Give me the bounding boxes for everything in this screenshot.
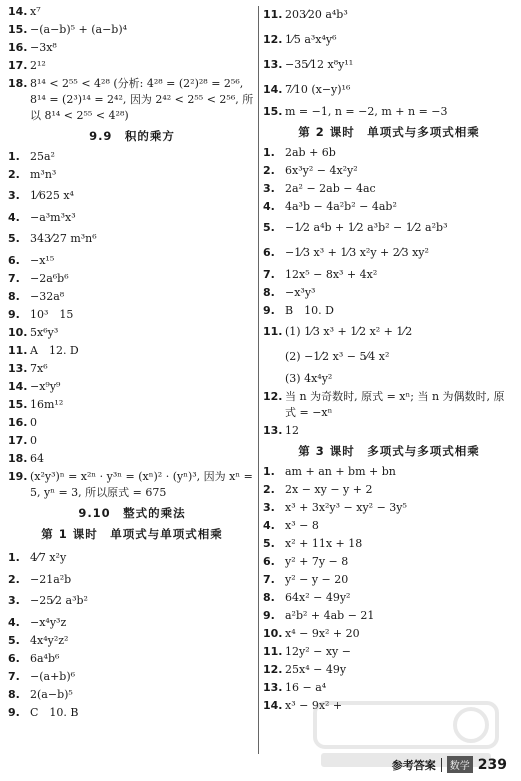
answer-item (263, 518, 515, 534)
section-subtitle-lesson-1: 第 1 课时 单项式与单项式相乘 (41, 527, 223, 541)
item-number: 8. (263, 286, 275, 299)
item-answer: x³ − 8 (285, 519, 319, 532)
item-number: 6. (263, 246, 275, 259)
answer-item (8, 615, 256, 631)
item-number: 5. (8, 634, 20, 647)
answer-item (8, 253, 256, 269)
answer-item (8, 307, 256, 323)
section-title-9-10: 9.10 整式的乘法 (78, 506, 186, 520)
answer-item (8, 58, 256, 74)
item-number: 1. (263, 465, 275, 478)
answer-item (263, 145, 515, 161)
item-answer: 10³ 15 (30, 308, 74, 321)
item-number: 13. (263, 424, 283, 437)
item-answer: x⁴ − 9x² + 20 (285, 627, 360, 640)
item-answer: 2¹² (30, 59, 46, 72)
answer-item (8, 4, 256, 20)
item-number: 11. (263, 8, 283, 21)
item-answer: 7x⁶ (30, 362, 48, 375)
item-number: 2. (8, 573, 20, 586)
answer-item (8, 669, 256, 685)
item-answer: 6x³y² − 4x²y² (285, 164, 358, 177)
item-answer: 25x⁴ − 49y (285, 663, 347, 676)
answer-item (8, 210, 256, 226)
item-answer: y² + 7y − 8 (285, 555, 349, 568)
item-answer: 2ab + 6b (285, 146, 336, 159)
answer-item (8, 379, 256, 395)
answer-item (263, 199, 515, 215)
item-number: 3. (263, 182, 275, 195)
item-answer: 203⁄20 a⁴b³ (285, 8, 348, 21)
item-answer: 2a² − 2ab − 4ac (285, 182, 376, 195)
item-number: 6. (8, 652, 20, 665)
item-answer: −21a²b (30, 573, 72, 586)
item-answer: −x⁹y⁹ (30, 380, 61, 393)
item-number: 15. (263, 105, 283, 118)
item-number: 6. (8, 254, 20, 267)
item-number: 17. (8, 59, 28, 72)
item-number: 11. (263, 325, 283, 338)
item-number: 7. (263, 573, 275, 586)
answer-item (8, 651, 256, 667)
item-answer: 4⁄7 x²y (30, 551, 67, 564)
item-answer: 12 (285, 424, 299, 437)
item-answer: −35⁄12 x⁸y¹¹ (285, 58, 354, 71)
item-number: 5. (263, 221, 275, 234)
answer-item (8, 185, 256, 207)
answer-item (263, 572, 515, 588)
item-number: 5. (8, 232, 20, 245)
answer-item (8, 343, 256, 359)
answer-item (263, 181, 515, 197)
answer-item (8, 572, 256, 588)
item-answer: x³ + 3x²y³ − xy² − 3y⁵ (285, 501, 407, 514)
answer-item (263, 4, 515, 26)
item-answer: 6a⁴b⁶ (30, 652, 60, 665)
item-answer: 7⁄10 (x−y)¹⁶ (285, 83, 351, 96)
item-answer: am + an + bm + bn (285, 465, 396, 478)
item-answer: (2) −1⁄2 x³ − 5⁄4 x² (285, 350, 390, 363)
item-number: 9. (8, 308, 20, 321)
item-number: 1. (8, 150, 20, 163)
item-number: 8. (8, 290, 20, 303)
item-answer: 当 n 为奇数时, 原式 = xⁿ; 当 n 为偶数时, 原式 = −xⁿ (285, 390, 505, 419)
item-answer: m³n³ (30, 168, 57, 181)
answer-item (263, 464, 515, 480)
lesson-3-list (263, 464, 515, 714)
answer-item (263, 346, 515, 368)
item-answer: (x²y³)ⁿ = x²ⁿ · y³ⁿ = (xⁿ)² · (yⁿ)³, 因为 xⁿ = 5, yⁿ = 3, 所以原式 = 675 (30, 470, 257, 499)
item-answer: 2(a−b)⁵ (30, 688, 73, 701)
item-answer: 343⁄27 m³n⁶ (30, 232, 97, 245)
item-answer: −1⁄2 a⁴b + 1⁄2 a³b² − 1⁄2 a²b³ (285, 221, 448, 234)
item-answer: −x³y³ (285, 286, 316, 299)
item-answer: 2x − xy − y + 2 (285, 483, 373, 496)
item-number: 10. (8, 326, 28, 339)
item-number: 9. (263, 609, 275, 622)
item-number: 19. (8, 470, 28, 483)
section-title-lesson-2: 第 2 课时 单项式与多项式相乘 (298, 125, 480, 139)
item-answer: x² + 11x + 18 (285, 537, 363, 550)
left-top-list (8, 4, 256, 124)
footer-label: 参考答案 (391, 758, 436, 772)
section-title-9-9: 9.9 积的乘方 (89, 129, 175, 143)
item-answer: a²b² + 4ab − 21 (285, 609, 375, 622)
page-footer (392, 756, 507, 773)
item-answer: 5x⁶y³ (30, 326, 59, 339)
item-number: 11. (8, 344, 28, 357)
answer-item (263, 54, 515, 76)
item-number: 13. (8, 362, 28, 375)
answer-item (263, 29, 515, 51)
item-answer: −(a+b)⁶ (30, 670, 76, 683)
item-number: 9. (263, 304, 275, 317)
answer-item (8, 687, 256, 703)
column-divider (258, 6, 259, 754)
item-answer: 16 − a⁴ (285, 681, 327, 694)
answer-item (263, 242, 515, 264)
answer-item (8, 433, 256, 449)
item-number: 14. (8, 380, 28, 393)
item-answer: 4x⁴y²z² (30, 634, 69, 647)
item-answer: (3) 4x⁴y² (285, 372, 333, 385)
item-answer: B 10. D (285, 304, 334, 317)
answer-item (8, 361, 256, 377)
item-number: 7. (8, 670, 20, 683)
answer-item (263, 590, 515, 606)
answer-item (8, 451, 256, 467)
answer-item (8, 325, 256, 341)
answer-item (263, 389, 515, 421)
item-answer: 4a³b − 4a²b² − 4ab² (285, 200, 397, 213)
item-number: 3. (8, 189, 20, 202)
section-9-9-list (8, 149, 256, 501)
item-number: 17. (8, 434, 28, 447)
item-number: 1. (263, 146, 275, 159)
item-answer: C 10. B (30, 706, 79, 719)
item-number: 3. (263, 501, 275, 514)
item-number: 5. (263, 537, 275, 550)
item-answer: 64x² − 49y² (285, 591, 351, 604)
item-answer: 0 (30, 416, 37, 429)
item-number: 15. (8, 398, 28, 411)
item-answer: m = −1, n = −2, m + n = −3 (285, 105, 448, 118)
item-number: 3. (8, 594, 20, 607)
section-9-10-list (8, 547, 256, 721)
item-number: 14. (263, 83, 283, 96)
item-answer: −25⁄2 a³b² (30, 594, 88, 607)
answer-item (8, 633, 256, 649)
item-answer: −2a⁶b⁶ (30, 272, 69, 285)
item-answer: y² − y − 20 (285, 573, 349, 586)
item-number: 13. (263, 681, 283, 694)
item-number: 2. (263, 164, 275, 177)
answer-item (8, 289, 256, 305)
item-number: 8. (8, 688, 20, 701)
page-number: 239 (477, 756, 507, 773)
right-top-list (263, 4, 515, 120)
answer-item (263, 536, 515, 552)
answer-item (263, 500, 515, 516)
item-answer: −x⁴y³z (30, 616, 67, 629)
item-answer: (1) 1⁄3 x³ + 1⁄2 x² + 1⁄2 (285, 325, 413, 338)
item-number: 2. (8, 168, 20, 181)
answer-item (8, 149, 256, 165)
item-answer: 25a² (30, 150, 55, 163)
item-number: 4. (263, 519, 275, 532)
answer-item (8, 415, 256, 431)
item-number: 15. (8, 23, 28, 36)
answer-item (263, 303, 515, 319)
item-number: 16. (8, 41, 28, 54)
item-number: 10. (263, 627, 283, 640)
answer-item (263, 371, 515, 387)
item-answer: x³ − 9x² + (285, 699, 343, 712)
answer-item (263, 608, 515, 624)
item-number: 18. (8, 77, 28, 90)
answer-item (263, 644, 515, 660)
item-number: 6. (263, 555, 275, 568)
item-number: 9. (8, 706, 20, 719)
item-answer: 12y² − xy − (285, 645, 351, 658)
answer-item (263, 554, 515, 570)
item-answer: 1⁄625 x⁴ (30, 189, 74, 202)
item-answer: 8¹⁴ < 2⁵⁵ < 4²⁸ (分析: 4²⁸ = (2²)²⁸ = 2⁵⁶, 8¹⁴ = (2³)¹⁴ = 2⁴², 因为 2⁴² < 2⁵⁵ < 2⁵⁶, 所以 8¹⁴ < 2⁵⁵ < 4²⁸) (30, 77, 254, 122)
right-column (263, 4, 515, 716)
answer-item (8, 705, 256, 721)
answer-item (8, 547, 256, 569)
item-number: 14. (263, 699, 283, 712)
answer-item (263, 482, 515, 498)
answer-item (8, 167, 256, 183)
answer-item (263, 626, 515, 642)
item-answer: 1⁄5 a³x⁴y⁶ (285, 33, 337, 46)
answer-item (8, 271, 256, 287)
item-number: 11. (263, 645, 283, 658)
answer-item (263, 217, 515, 239)
item-answer: 0 (30, 434, 37, 447)
answer-item (263, 267, 515, 283)
item-answer: −x¹⁵ (30, 254, 55, 267)
item-answer: A 12. D (30, 344, 79, 357)
lesson-2-list (263, 145, 515, 439)
item-number: 7. (263, 268, 275, 281)
item-number: 12. (263, 390, 283, 403)
answer-item (8, 469, 256, 501)
answer-item (263, 662, 515, 678)
footer-subject-badge: 数学 (447, 756, 473, 773)
item-number: 14. (8, 5, 28, 18)
item-answer: −32a⁸ (30, 290, 65, 303)
item-answer: 64 (30, 452, 44, 465)
item-number: 7. (8, 272, 20, 285)
item-number: 4. (8, 616, 20, 629)
answer-item (8, 228, 256, 250)
item-answer: −(a−b)⁵ + (a−b)⁴ (30, 23, 128, 36)
footer-separator (441, 758, 442, 772)
item-answer: 12x⁵ − 8x³ + 4x² (285, 268, 378, 281)
answer-item (8, 397, 256, 413)
item-number: 18. (8, 452, 28, 465)
item-number: 13. (263, 58, 283, 71)
answer-item (8, 40, 256, 56)
item-answer: −3x⁸ (30, 41, 57, 54)
answer-item (263, 423, 515, 439)
item-number: 8. (263, 591, 275, 604)
item-number: 12. (263, 33, 283, 46)
answer-item (263, 321, 515, 343)
answer-item (263, 104, 515, 120)
answer-item (8, 590, 256, 612)
item-number: 4. (263, 200, 275, 213)
section-title-lesson-3: 第 3 课时 多项式与多项式相乘 (298, 444, 480, 458)
item-number: 12. (263, 663, 283, 676)
item-answer: −1⁄3 x³ + 1⁄3 x²y + 2⁄3 xy² (285, 246, 429, 259)
item-answer: −a³m³x³ (30, 211, 76, 224)
answer-item (263, 79, 515, 101)
answer-item (263, 163, 515, 179)
answer-item (8, 22, 256, 38)
left-column (8, 4, 256, 723)
item-answer: x⁷ (30, 5, 41, 18)
item-number: 2. (263, 483, 275, 496)
item-answer: 16m¹² (30, 398, 64, 411)
answer-item (8, 76, 256, 124)
item-number: 16. (8, 416, 28, 429)
item-number: 1. (8, 551, 20, 564)
answer-item (263, 285, 515, 301)
answer-item (263, 680, 515, 696)
item-number: 4. (8, 211, 20, 224)
